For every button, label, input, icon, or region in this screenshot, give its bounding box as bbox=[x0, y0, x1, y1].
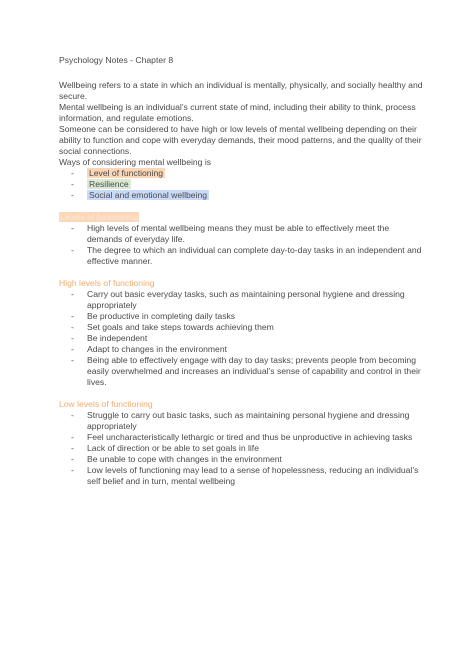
highlighted-text: Resilience bbox=[89, 179, 129, 189]
intro-paragraph: Ways of considering mental wellbeing is bbox=[59, 157, 212, 167]
list-item: - Carry out basic everyday tasks, such as maintaining personal hygiene and dressing appropriately bbox=[59, 289, 424, 311]
document-title: Psychology Notes - Chapter 8 bbox=[59, 55, 174, 65]
list-item: - Being able to effectively engage with day to day tasks; prevents people from becoming easily overwhelmed and increases an individual’s sense of capability and control in their lives. bbox=[59, 355, 424, 388]
list-item: - Be productive in completing daily tasks bbox=[59, 311, 424, 322]
list-item bbox=[59, 179, 424, 190]
list-item: - Be independent bbox=[59, 333, 424, 344]
intro-paragraph: Wellbeing refers to a state in which an individual is mentally, physically, and socially healthy and secure. bbox=[59, 80, 423, 101]
list-item: - Be unable to cope with changes in the environment bbox=[59, 454, 424, 465]
list-item: - Lack of direction or be able to set goals in life bbox=[59, 443, 424, 454]
section-heading-high: High levels of functioning bbox=[59, 278, 155, 288]
list-item bbox=[59, 190, 424, 201]
intro-block bbox=[59, 80, 424, 168]
section-heading-low: Low levels of functioning bbox=[59, 399, 153, 409]
highlighted-text: Social and emotional wellbeing bbox=[89, 190, 208, 200]
list-item: - High levels of mental wellbeing means they must be able to effectively meet the demands of everyday life. bbox=[59, 223, 424, 245]
levels-list bbox=[59, 223, 424, 267]
highlighted-text: Level of functioning bbox=[89, 168, 164, 178]
intro-paragraph: Someone can be considered to have high or low levels of mental wellbeing depending on their ability to function and cope with everyday demands, their mood patterns, and the quality of their social connections. bbox=[59, 124, 422, 156]
list-item: - Low levels of functioning may lead to a sense of hopelessness, reducing an individual’s self belief and in turn, mental wellbeing bbox=[59, 465, 424, 487]
list-item: - Struggle to carry out basic tasks, such as maintaining personal hygiene and dressing appropriately bbox=[59, 410, 424, 432]
intro-paragraph: Mental wellbeing is an individual’s current state of mind, including their ability to think, process information, and regulate emotions. bbox=[59, 102, 416, 123]
section-heading-levels: Levels of functioning bbox=[60, 212, 139, 222]
low-list bbox=[59, 410, 424, 487]
list-item: - Feel uncharacteristically lethargic or tired and thus be unproductive in achieving tasks bbox=[59, 432, 424, 443]
list-item: - Set goals and take steps towards achieving them bbox=[59, 322, 424, 333]
ways-list bbox=[59, 168, 424, 201]
list-item: - The degree to which an individual can complete day-to-day tasks in an independent and effective manner. bbox=[59, 245, 424, 267]
high-list bbox=[59, 289, 424, 388]
list-item bbox=[59, 168, 424, 179]
list-item: - Adapt to changes in the environment bbox=[59, 344, 424, 355]
